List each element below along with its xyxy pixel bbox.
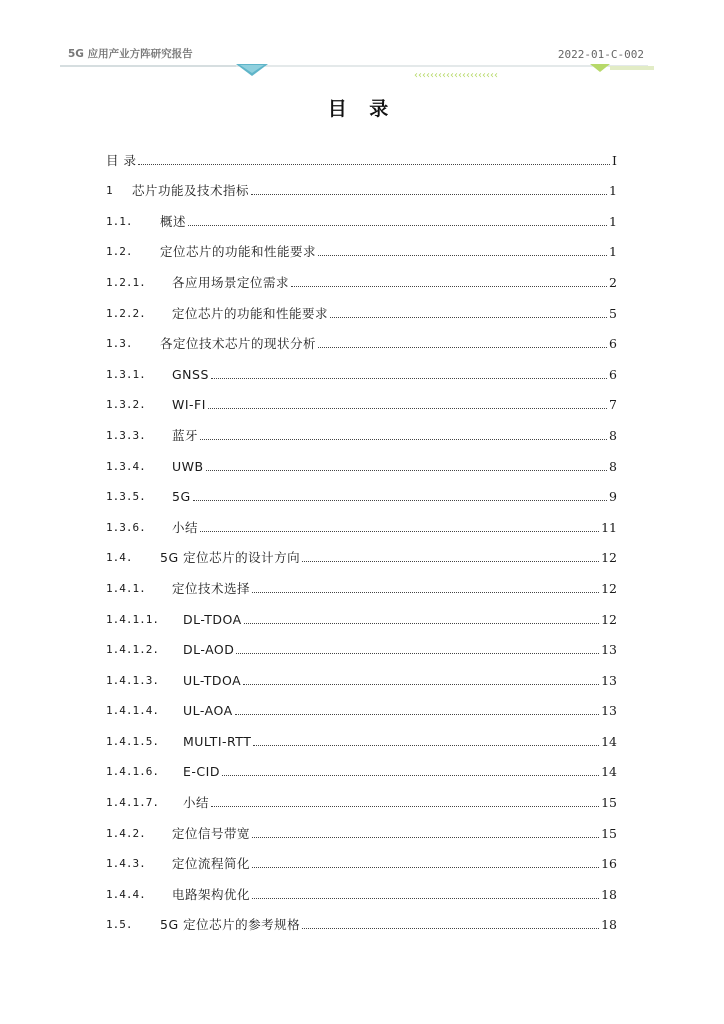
toc-entry-number: 1.3.2. [106, 398, 146, 412]
toc-entry-page: 6 [609, 366, 617, 382]
toc-entry-label: UL-TDOA [183, 672, 242, 688]
toc-entry-label: 5G 定位芯片的参考规格 [160, 917, 301, 933]
toc-entry-page: 8 [609, 458, 617, 474]
toc-entry-label: 定位信号带宽 [172, 825, 251, 841]
toc-entry-page: 11 [601, 519, 617, 535]
header-decoration [0, 0, 724, 90]
toc-leader-dots [253, 744, 599, 746]
toc-entry-number: 1.4.4. [106, 887, 146, 901]
toc-leader-dots [252, 866, 599, 868]
toc-entry-label: DL-TDOA [183, 611, 242, 627]
toc-entry-label: 定位芯片的功能和性能要求 [172, 305, 329, 321]
toc-entry-page: 14 [601, 764, 617, 780]
toc-entry-page: 5 [609, 305, 617, 321]
toc-entry-number: 1.3.4. [106, 459, 146, 473]
toc-leader-dots [222, 774, 599, 776]
toc-entry-number: 1.3.5. [106, 490, 146, 504]
toc-entry-page: 18 [601, 886, 617, 902]
toc-entry-label: 定位芯片的功能和性能要求 [160, 244, 317, 260]
toc-entry-page: 13 [601, 642, 617, 658]
toc-entry-page: 6 [609, 336, 617, 352]
toc-entry-page: 2 [609, 274, 617, 290]
report-code: 2022-01-C-002 [557, 48, 644, 61]
toc-entry[interactable] [106, 536, 617, 567]
toc-leader-dots [200, 530, 599, 532]
toc-entry[interactable] [106, 719, 617, 750]
toc-entry-page: 1 [609, 213, 617, 229]
toc-entry-page: 9 [609, 489, 617, 505]
toc-entry[interactable] [106, 689, 617, 720]
toc-entry[interactable] [106, 750, 617, 781]
toc-leader-dots [302, 560, 599, 562]
green-triangle-icon [590, 64, 610, 72]
toc-entry-label: 蓝牙 [172, 427, 199, 443]
toc-leader-dots [188, 224, 607, 226]
toc-entry-label: 定位技术选择 [172, 580, 251, 596]
toc-entry-label: WI-FI [172, 397, 206, 413]
toc-leader-dots [200, 438, 607, 440]
toc-entry[interactable] [106, 566, 617, 597]
toc-entry-label: GNSS [172, 366, 209, 382]
toc-leader-dots [211, 377, 607, 379]
toc-entry[interactable] [106, 383, 617, 414]
toc-entry-number: 1.4.1.7. [106, 796, 159, 810]
toc-entry-label: 目 录 [106, 152, 137, 168]
toc-leader-dots [206, 469, 607, 471]
toc-entry-label: UL-AOA [183, 703, 233, 719]
toc-entry-label: 电路架构优化 [172, 886, 251, 902]
toc-entry[interactable] [106, 199, 617, 230]
toc-entry-label: 各定位技术芯片的现状分析 [160, 336, 317, 352]
toc-entry-page: 16 [601, 856, 617, 872]
toc-entry-label: UWB [172, 458, 204, 474]
toc-entry[interactable] [106, 230, 617, 261]
toc-leader-dots [138, 163, 610, 165]
toc-entry-number: 1.4.1.5. [106, 734, 159, 748]
toc-entry[interactable] [106, 903, 617, 934]
toc-leader-dots [302, 927, 599, 929]
toc-entry-page: 1 [609, 244, 617, 260]
toc-entry[interactable] [106, 780, 617, 811]
toc-leader-dots [330, 316, 607, 318]
toc-entry[interactable] [106, 413, 617, 444]
toc-entry[interactable] [106, 291, 617, 322]
toc-entry-page: 12 [601, 580, 617, 596]
toc-entry-page: 13 [601, 703, 617, 719]
toc-entry-number: 1.4.1. [106, 581, 146, 595]
toc-entry-number: 1.2.1. [106, 275, 146, 289]
toc-entry-number: 1.4.1.2. [106, 643, 159, 657]
toc-entry-label: E-CID [183, 764, 220, 780]
toc-entry-number: 1.4. [106, 551, 133, 565]
toc-entry-label: 5G [172, 489, 191, 505]
toc-entry-number: 1.4.2. [106, 826, 146, 840]
toc-heading: 目 录 [327, 98, 397, 120]
toc-entry-label: 各应用场景定位需求 [172, 274, 290, 290]
toc-leader-dots [244, 622, 599, 624]
toc-leader-dots [236, 652, 599, 654]
toc-leader-dots [193, 499, 607, 501]
toc-leader-dots [252, 897, 599, 899]
toc-entry-number: 1 [106, 184, 113, 198]
page-header [0, 0, 724, 90]
toc-entry-page: 14 [601, 733, 617, 749]
toc-entry-number: 1.4.1.6. [106, 765, 159, 779]
toc-leader-dots [318, 346, 607, 348]
toc-leader-dots [318, 254, 607, 256]
toc-entry-number: 1.5. [106, 918, 133, 932]
toc-leader-dots [251, 193, 607, 195]
toc-entry-label: DL-AOD [183, 642, 235, 658]
toc-entry-page: 7 [609, 397, 617, 413]
toc-entry[interactable] [106, 872, 617, 903]
toc-entry[interactable] [106, 138, 617, 169]
toc-entry-number: 1.4.1.3. [106, 673, 159, 687]
toc-entry-number: 1.3.3. [106, 428, 146, 442]
toc-entry-page: 12 [601, 611, 617, 627]
toc-entry[interactable] [106, 322, 617, 353]
toc-entry-number: 1.4.1.1. [106, 612, 159, 626]
toc-entry-page: 13 [601, 672, 617, 688]
toc-entry[interactable] [106, 260, 617, 291]
toc-entry-label: 小结 [172, 519, 199, 535]
toc-entry[interactable] [106, 444, 617, 475]
toc-leader-dots [291, 285, 607, 287]
toc-entry[interactable] [106, 169, 617, 200]
toc-entry-page: I [612, 152, 617, 168]
toc-entry-page: 15 [601, 825, 617, 841]
table-of-contents [106, 138, 617, 933]
toc-leader-dots [211, 805, 599, 807]
toc-entry-label: 5G 定位芯片的设计方向 [160, 550, 301, 566]
report-title: 5G 应用产业方阵研究报告 [68, 48, 193, 60]
toc-entry[interactable] [106, 842, 617, 873]
toc-entry-label: 芯片功能及技术指标 [132, 183, 250, 199]
toc-entry-page: 12 [601, 550, 617, 566]
toc-entry-number: 1.3.6. [106, 520, 146, 534]
toc-entry-label: MULTI-RTT [183, 733, 252, 749]
toc-entry[interactable] [106, 628, 617, 659]
toc-leader-dots [235, 713, 599, 715]
toc-leader-dots [243, 683, 599, 685]
toc-entry-number: 1.2.2. [106, 306, 146, 320]
toc-entry-page: 15 [601, 795, 617, 811]
toc-entry[interactable] [106, 352, 617, 383]
toc-entry[interactable] [106, 505, 617, 536]
toc-entry-number: 1.4.3. [106, 857, 146, 871]
toc-entry-label: 小结 [183, 795, 210, 811]
toc-entry-number: 1.4.1.4. [106, 704, 159, 718]
toc-entry[interactable] [106, 658, 617, 689]
toc-entry-number: 1.2. [106, 245, 133, 259]
toc-entry-label: 概述 [160, 213, 187, 229]
toc-entry[interactable] [106, 475, 617, 506]
toc-entry-page: 1 [609, 183, 617, 199]
toc-leader-dots [252, 836, 599, 838]
svg-text:‹‹‹‹‹‹‹‹‹‹‹‹‹‹‹‹‹‹‹‹‹: ‹‹‹‹‹‹‹‹‹‹‹‹‹‹‹‹‹‹‹‹‹ [414, 70, 498, 81]
toc-entry-number: 1.3.1. [106, 367, 146, 381]
toc-entry[interactable] [106, 597, 617, 628]
toc-entry-page: 18 [601, 917, 617, 933]
toc-leader-dots [208, 407, 607, 409]
toc-leader-dots [252, 591, 599, 593]
toc-entry[interactable] [106, 811, 617, 842]
toc-entry-page: 8 [609, 427, 617, 443]
toc-entry-number: 1.1. [106, 214, 133, 228]
toc-entry-label: 定位流程简化 [172, 856, 251, 872]
toc-entry-number: 1.3. [106, 337, 133, 351]
